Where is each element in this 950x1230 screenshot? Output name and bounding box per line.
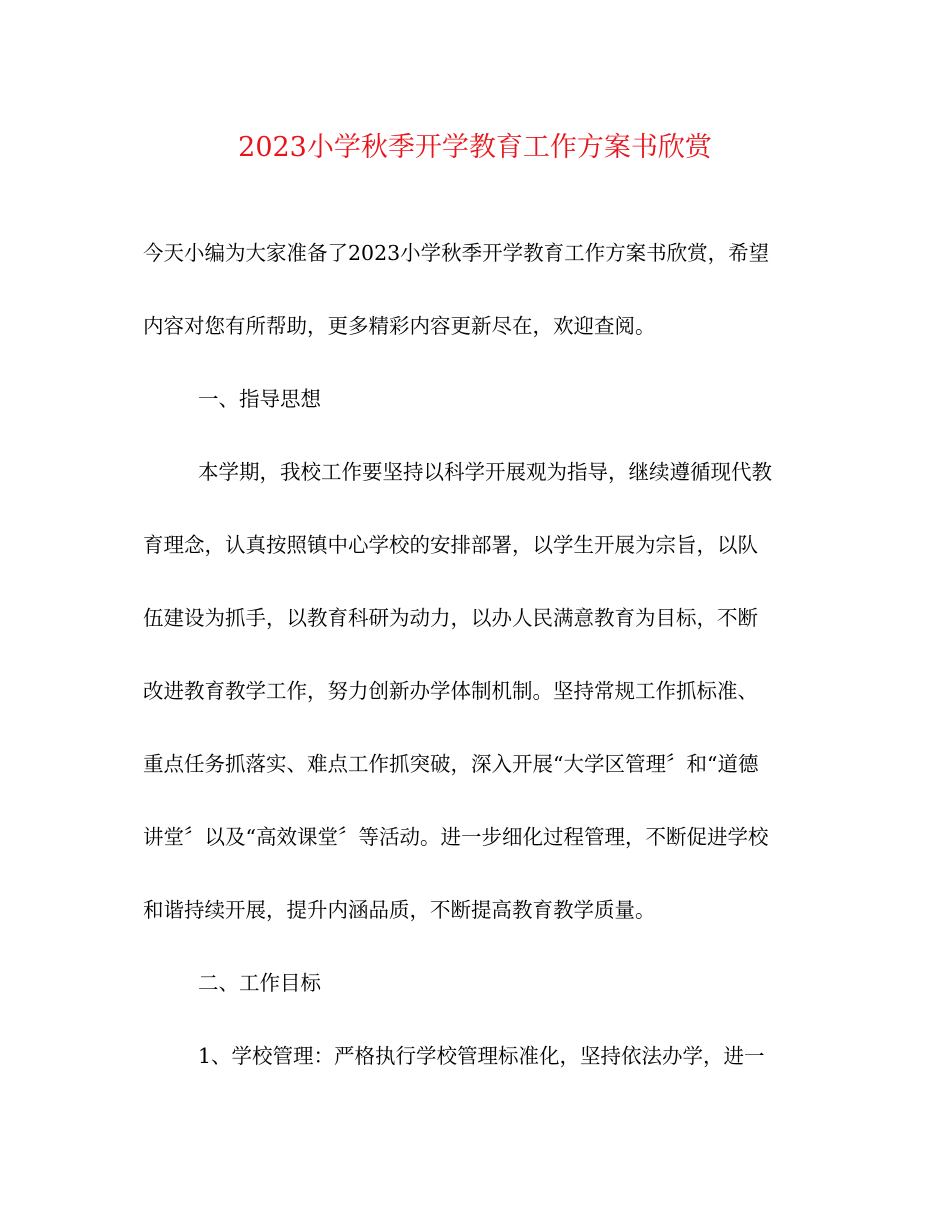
section-heading-guiding-thought: 一、指导思想 bbox=[198, 387, 321, 411]
document-body bbox=[143, 217, 813, 1093]
section1-line-1: 本学期，我校工作要坚持以科学开展观为指导，继续遵循现代教 bbox=[198, 460, 772, 484]
section1-line-7: 和谐持续开展，提升内涵品质，不断提高教育教学质量。 bbox=[143, 898, 656, 922]
document-title: 2023小学秋季开学教育工作方案书欣赏 bbox=[238, 132, 712, 163]
section1-line-6: 讲堂〞以及“高效课堂〞等活动。进一步细化过程管理，不断促进学校 bbox=[143, 825, 769, 849]
section1-line-5: 重点任务抓落实、难点工作抓突破，深入开展“大学区管理〞和“道德 bbox=[143, 752, 759, 776]
section1-line-4: 改进教育教学工作，努力创新办学体制机制。坚持常规工作抓标准、 bbox=[143, 679, 758, 703]
section1-line-3: 伍建设为抓手，以教育科研为动力，以办人民满意教育为目标，不断 bbox=[143, 606, 758, 630]
section1-line-2: 育理念，认真按照镇中心学校的安排部署，以学生开展为宗旨，以队 bbox=[143, 533, 758, 557]
section-heading-work-goals: 二、工作目标 bbox=[198, 971, 321, 995]
intro-line-1: 今天小编为大家准备了2023小学秋季开学教育工作方案书欣赏，希望 bbox=[143, 241, 770, 265]
intro-line-2: 内容对您有所帮助，更多精彩内容更新尽在，欢迎查阅。 bbox=[143, 314, 656, 338]
section2-line-1: 1、学校管理：严格执行学校管理标准化，坚持依法办学，进一 bbox=[198, 1044, 765, 1068]
